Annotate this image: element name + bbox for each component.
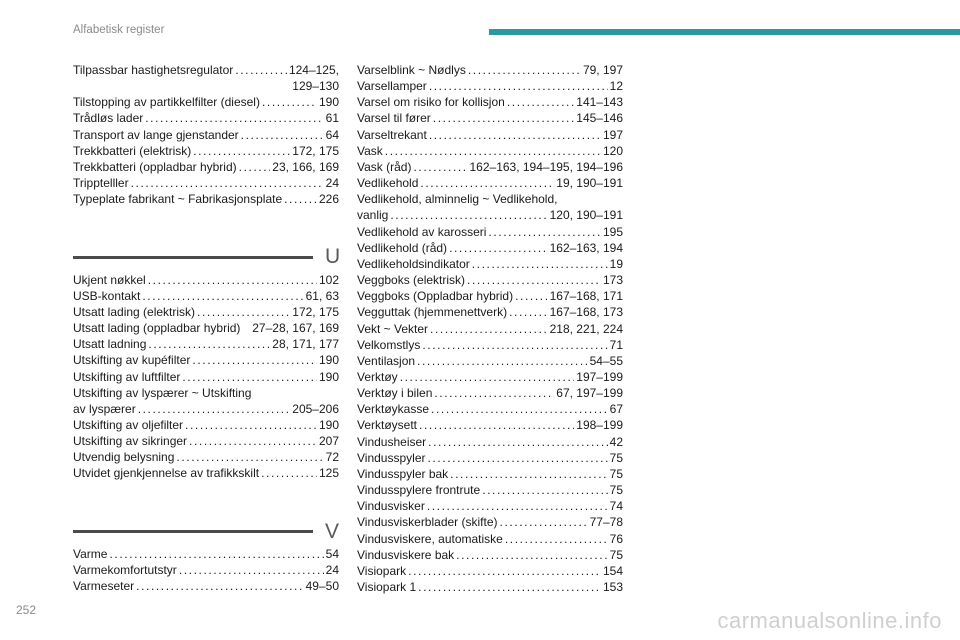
entry-label: Verktøysett xyxy=(357,418,418,433)
entry-pages: 190 xyxy=(318,353,339,368)
leader-dots xyxy=(193,143,290,159)
index-column-right xyxy=(357,62,623,595)
index-entry xyxy=(73,191,339,207)
index-entry xyxy=(73,562,339,578)
index-entry xyxy=(357,224,623,240)
entry-pages: 54–55 xyxy=(589,353,623,368)
entry-pages: 23, 166, 169 xyxy=(272,159,339,174)
entry-label: Utvidet gjenkjennelse av trafikkskilt xyxy=(73,466,260,481)
leader-dots xyxy=(385,143,601,159)
entry-pages: 195 xyxy=(602,224,623,239)
entry-pages: 172, 175 xyxy=(292,304,339,319)
leader-dots xyxy=(185,417,317,433)
entry-pages: 167–168, 173 xyxy=(549,305,623,320)
entry-label: Utskifting av kupéfilter xyxy=(73,353,191,368)
index-entry xyxy=(357,78,623,94)
index-entry xyxy=(73,433,339,449)
entry-label: Utsatt ladning xyxy=(73,337,147,352)
entry-pages: 167–168, 171 xyxy=(549,289,623,304)
leader-dots xyxy=(422,337,607,353)
index-entry xyxy=(73,546,339,562)
index-column-left xyxy=(73,62,339,594)
entry-pages: 24 xyxy=(325,176,339,191)
entry-pages: 190 xyxy=(318,95,339,110)
entry-pages: 162–163, 194 xyxy=(549,240,623,255)
leader-dots xyxy=(429,78,608,94)
entry-pages: 154 xyxy=(602,563,623,578)
index-entry xyxy=(357,175,623,191)
entry-pages: 54 xyxy=(325,546,339,561)
entry-pages: 24 xyxy=(325,562,339,577)
index-entry xyxy=(73,110,339,126)
entry-label: Vedlikehold av karosseri xyxy=(357,224,487,239)
index-entry xyxy=(73,465,339,481)
index-entry xyxy=(73,175,339,191)
entry-pages: 19, 190–191 xyxy=(556,176,623,191)
leader-dots xyxy=(515,288,548,304)
leader-dots xyxy=(431,401,608,417)
entry-pages: 172, 175 xyxy=(292,143,339,158)
index-entry xyxy=(357,191,623,223)
leader-dots xyxy=(261,465,317,481)
entry-pages: 77–78 xyxy=(589,515,623,530)
leader-dots xyxy=(472,256,608,272)
entry-pages: 67 xyxy=(609,402,623,417)
leader-dots xyxy=(148,336,270,352)
leader-dots xyxy=(235,62,287,78)
entry-pages: 27–28, 167, 169 xyxy=(252,321,339,336)
leader-dots xyxy=(138,401,291,417)
entry-pages: 76 xyxy=(609,531,623,546)
leader-dots xyxy=(262,94,317,110)
entry-label: Varseltrekant xyxy=(357,127,427,142)
entry-pages: 75 xyxy=(609,547,623,562)
entry-label: Vindusspyler xyxy=(357,450,426,465)
leader-dots xyxy=(148,272,317,288)
leader-dots xyxy=(505,531,608,547)
leader-dots xyxy=(239,159,271,175)
entry-pages: 205–206 xyxy=(292,401,339,416)
index-entry xyxy=(357,143,623,159)
entry-pages: 207 xyxy=(318,434,339,449)
entry-label: vanlig xyxy=(357,208,389,223)
entry-label: Varmekomfortutstyr xyxy=(73,562,177,577)
index-entry xyxy=(73,578,339,594)
entry-label: Vindusspyler bak xyxy=(357,466,449,481)
index-entry xyxy=(357,337,623,353)
leader-dots xyxy=(428,434,607,450)
entry-pages: 28, 171, 177 xyxy=(272,337,339,352)
index-entry xyxy=(73,352,339,368)
leader-dots xyxy=(109,546,323,562)
entry-pages: 72 xyxy=(325,450,339,465)
index-entry xyxy=(73,449,339,465)
entry-label: Trådløs lader xyxy=(73,111,144,126)
entry-label: Varmeseter xyxy=(73,579,135,594)
entry-label: Utskifting av sikringer xyxy=(73,434,188,449)
entry-label: av lyspærer xyxy=(73,401,136,416)
leader-dots xyxy=(482,482,607,498)
leader-dots xyxy=(176,449,323,465)
entry-pages: 64 xyxy=(325,127,339,142)
index-entry xyxy=(357,272,623,288)
entry-label: Vedlikeholdsindikator xyxy=(357,256,470,271)
entry-label: Varsellamper xyxy=(357,79,427,94)
entry-label: Tripptelller xyxy=(73,176,129,191)
entry-label: Vindusviskere, automatiske xyxy=(357,531,503,546)
entry-label: Tilstopping av partikkelfilter (diesel) xyxy=(73,95,260,110)
entry-pages: 198–199 xyxy=(576,418,623,433)
section-divider xyxy=(73,256,313,259)
index-entry xyxy=(73,417,339,433)
entry-label: Vask (råd) xyxy=(357,159,412,174)
section-heading-v xyxy=(73,519,340,543)
leader-dots xyxy=(420,175,554,191)
entry-pages: 120, 190–191 xyxy=(549,208,623,223)
entry-label: Vekt ~ Vekter xyxy=(357,321,429,336)
entry-label: Utskifting av luftfilter xyxy=(73,369,181,384)
leader-dots xyxy=(456,547,607,563)
entry-label: Typeplate fabrikant ~ Fabrikasjonsplate xyxy=(73,192,283,207)
leader-dots xyxy=(427,450,607,466)
index-entry xyxy=(357,563,623,579)
entries-v-group xyxy=(73,546,339,594)
index-entry xyxy=(73,62,339,78)
section-letter: V xyxy=(325,519,340,543)
index-entry xyxy=(357,547,623,563)
leader-dots xyxy=(189,433,317,449)
index-entry xyxy=(357,450,623,466)
leader-dots xyxy=(182,369,317,385)
entry-pages: 19 xyxy=(609,256,623,271)
entry-pages: 162–163, 194–195, 194–196 xyxy=(469,159,623,174)
index-entry xyxy=(357,256,623,272)
leader-dots xyxy=(192,352,317,368)
index-entry xyxy=(357,417,623,433)
index-entry xyxy=(73,320,339,336)
index-entry xyxy=(357,159,623,175)
entry-label: Trekkbatteri (elektrisk) xyxy=(73,143,192,158)
index-entry xyxy=(73,272,339,288)
entry-pages: 49–50 xyxy=(305,579,339,594)
page-header-title: Alfabetisk register xyxy=(73,24,165,36)
index-entry xyxy=(73,159,339,175)
index-entry xyxy=(357,288,623,304)
leader-dots xyxy=(427,498,608,514)
entry-pages: 75 xyxy=(609,450,623,465)
entry-pages: 190 xyxy=(318,369,339,384)
entry-pages: 67, 197–199 xyxy=(556,386,623,401)
leader-dots xyxy=(284,191,317,207)
entry-label: Varsel om risiko for kollisjon xyxy=(357,95,505,110)
entry-label: Verktøy i bilen xyxy=(357,386,433,401)
leader-dots xyxy=(131,175,324,191)
index-entry xyxy=(73,94,339,110)
entry-pages: 125 xyxy=(318,466,339,481)
index-entry xyxy=(73,143,339,159)
entry-label: Veggboks (Oppladbar hybrid) xyxy=(357,289,514,304)
index-entry xyxy=(357,127,623,143)
entry-label: Utvendig belysning xyxy=(73,450,175,465)
page-number: 252 xyxy=(16,603,37,617)
entry-label: Vedlikehold, alminnelig ~ Vedlikehold, xyxy=(357,192,558,207)
entry-label: Trekkbatteri (oppladbar hybrid) xyxy=(73,159,237,174)
index-entry xyxy=(357,466,623,482)
entry-pages: 218, 221, 224 xyxy=(549,321,623,336)
index-entry xyxy=(357,498,623,514)
leader-dots xyxy=(413,159,467,175)
index-entry xyxy=(73,127,339,143)
entry-label: Vindusvisker xyxy=(357,499,425,514)
entry-label: Varsel til fører xyxy=(357,111,431,126)
entries-u-group xyxy=(73,272,339,482)
entry-pages: 61, 63 xyxy=(305,288,339,303)
entry-pages: 79, 197 xyxy=(582,63,623,77)
entry-label: Ventilasjon xyxy=(357,353,416,368)
entry-label: Vindusviskerblader (skifte) xyxy=(357,515,498,530)
entry-label: Tilpassbar hastighetsregulator xyxy=(73,63,234,77)
entries-t-group xyxy=(73,62,339,207)
entry-label: Verktøy xyxy=(357,369,398,384)
entry-pages: 42 xyxy=(609,434,623,449)
index-entry xyxy=(357,514,623,530)
leader-dots xyxy=(136,578,303,594)
section-divider xyxy=(73,530,313,533)
index-entry xyxy=(357,353,623,369)
leader-dots xyxy=(507,94,574,110)
leader-dots xyxy=(142,288,303,304)
entry-label: Verktøykasse xyxy=(357,402,430,417)
entry-pages: 197–199 xyxy=(576,369,623,384)
entry-pages: 75 xyxy=(609,483,623,498)
leader-dots xyxy=(488,224,601,240)
entry-pages: 153 xyxy=(602,580,623,594)
index-entry xyxy=(357,579,623,595)
entry-label: Utsatt lading (oppladbar hybrid) xyxy=(73,321,241,336)
entry-pages: 71 xyxy=(609,337,623,352)
entry-label: Varme xyxy=(73,546,108,561)
entry-pages: 226 xyxy=(318,192,339,207)
index-entry xyxy=(357,369,623,385)
entry-label: Vindusspylere frontrute xyxy=(357,483,481,498)
entry-pages: 190 xyxy=(318,417,339,432)
leader-dots xyxy=(509,304,548,320)
index-entry xyxy=(357,531,623,547)
index-entry xyxy=(357,434,623,450)
leader-dots xyxy=(145,110,323,126)
entry-label: Ukjent nøkkel xyxy=(73,272,146,287)
leader-dots xyxy=(467,272,601,288)
index-entry-group xyxy=(73,62,339,94)
leader-dots xyxy=(241,127,324,143)
entry-pages: 124–125, xyxy=(288,63,339,77)
entry-label: Visiopark xyxy=(357,563,407,578)
leader-dots xyxy=(197,304,290,320)
entry-label: Visiopark 1 xyxy=(357,580,417,594)
leader-dots xyxy=(500,514,588,530)
entry-pages: 61 xyxy=(325,111,339,126)
leader-dots xyxy=(390,207,547,223)
entry-pages: 120 xyxy=(602,143,623,158)
index-entry xyxy=(357,240,623,256)
entry-label: Utskifting av oljefilter xyxy=(73,417,184,432)
entry-label: Vegguttak (hjemmenettverk) xyxy=(357,305,508,320)
entry-label: Transport av lange gjenstander xyxy=(73,127,239,142)
leader-dots xyxy=(179,562,324,578)
index-entry xyxy=(357,321,623,337)
entry-pages: 74 xyxy=(609,499,623,514)
leader-dots xyxy=(408,563,601,579)
entry-label: Veggboks (elektrisk) xyxy=(357,273,466,288)
entry-pages: 141–143 xyxy=(576,95,623,110)
entry-pages: 12 xyxy=(609,79,623,94)
entry-pages: 75 xyxy=(609,466,623,481)
index-entry xyxy=(357,304,623,320)
index-entry xyxy=(73,304,339,320)
entry-pages: 145–146 xyxy=(576,111,623,126)
entry-label: Vask xyxy=(357,143,383,158)
index-entry xyxy=(357,110,623,126)
entry-pages: 197 xyxy=(602,127,623,142)
index-entry xyxy=(73,385,339,417)
entry-pages: 102 xyxy=(318,272,339,287)
entry-label: Utskifting av lyspærer ~ Utskifting xyxy=(73,385,252,400)
leader-dots xyxy=(400,369,575,385)
entries-v-continued xyxy=(357,62,623,595)
index-entry xyxy=(73,336,339,352)
section-letter: U xyxy=(325,245,341,269)
leader-dots xyxy=(417,353,588,369)
entry-label: Vedlikehold (råd) xyxy=(357,240,448,255)
leader-dots xyxy=(468,62,581,78)
leader-dots xyxy=(449,240,548,256)
leader-dots xyxy=(418,579,601,595)
entry-label: Vindusheiser xyxy=(357,434,427,449)
entry-pages-continuation: 129–130 xyxy=(292,79,339,94)
index-entry xyxy=(357,482,623,498)
index-entry xyxy=(73,288,339,304)
index-entry xyxy=(357,94,623,110)
index-entry xyxy=(357,385,623,401)
leader-dots xyxy=(430,321,548,337)
entry-label: Vedlikehold xyxy=(357,176,419,191)
entry-label: Varselblink ~ Nødlys xyxy=(357,63,466,77)
entry-label: Vindusviskere bak xyxy=(357,547,455,562)
index-entry xyxy=(357,401,623,417)
entry-label: Utsatt lading (elektrisk) xyxy=(73,304,196,319)
leader-dots xyxy=(433,110,574,126)
index-entry xyxy=(73,369,339,385)
leader-dots xyxy=(419,417,574,433)
header-accent-bar xyxy=(489,29,960,35)
leader-dots xyxy=(450,466,607,482)
watermark: carmanualsonline.info xyxy=(717,608,942,633)
entry-label: USB-kontakt xyxy=(73,288,141,303)
entry-pages: 173 xyxy=(602,273,623,288)
leader-dots xyxy=(429,127,601,143)
section-heading-u xyxy=(73,245,341,269)
entry-label: Velkomstlys xyxy=(357,337,421,352)
leader-dots xyxy=(434,385,554,401)
index-entry xyxy=(357,62,623,78)
